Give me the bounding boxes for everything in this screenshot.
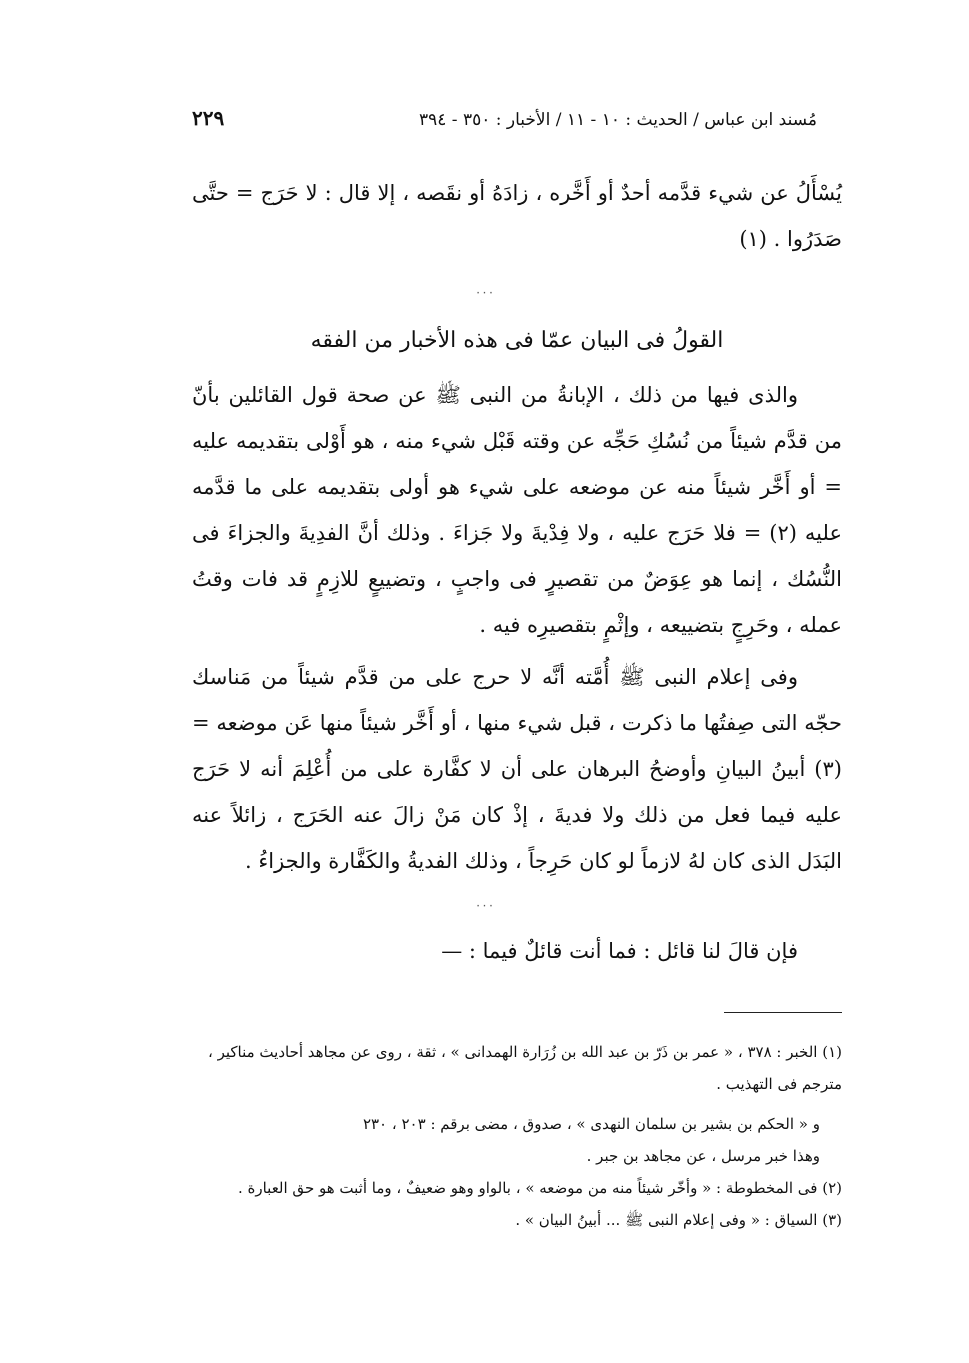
page-number: ٢٢٩: [192, 106, 225, 130]
footnotes: [192, 1036, 842, 1236]
footnote-1-line-3: وهذا خبر مرسل ، عن مجاهد بن جبر .: [586, 1147, 820, 1165]
section-separator: ٠٠٠: [474, 285, 495, 299]
footnote-2: (٢) فى المخطوطة : « وأخّر شيئاً منه من موضعه » ، بالواو وهو ضعيفٌ ، وما أثبت هو حق العبارة .: [237, 1179, 842, 1197]
top-paragraph-block: [192, 170, 842, 262]
footnote-1-line-2: و « الحكم بن بشير بن سلمان النهدى » ، صدوق ، مضى برقم : ٢٠٣ ، ٢٣٠: [362, 1115, 820, 1133]
top-paragraph: يُسْأَلُ عن شيء قدَّمه أحدٌ أو أَخَّره ، زادَهُ أو نقَصه ، إلا قال : لا حَرَج = حتَّى صَدَرُوا . (١): [192, 181, 842, 251]
closing-line: فإن قالَ لنا قائل : فما أنت قائلٌ فيما : —: [441, 939, 798, 963]
section-separator-2: ٠٠٠: [474, 898, 495, 912]
page-header: [192, 106, 817, 136]
footnote-3: (٣) السياق : « وفى إعلام النبى ﷺ ... أبينُ البيان » .: [515, 1211, 842, 1229]
footnote-divider: [724, 1012, 842, 1013]
closing-block: [192, 928, 842, 974]
running-title: مُسند ابن عباس / الحديث : ١٠ - ١١ / الأخبار : ٣٥٠ - ٣٩٤: [418, 110, 817, 130]
footnote-1: (١) الخبر : ٣٧٨ ، « عمر بن ذَرّ بن عبد الله بن زُرَارة الهمدانى » ، ثقة ، روى عن مجاهد أحاديث مناكير ، مترجم فى التهذيب .: [207, 1043, 842, 1093]
section-heading: القولُ فى البيان عمّا فى هذه الأخبار من الفقه: [310, 328, 724, 353]
paragraph-2: وفى إعلام النبى ﷺ أُمَّته أنَّه لا حرج على من قدَّم شيئاً من مَناسك حجّه التى صِفتُها ما ذكرت ، قبل شيء منها ، أو أَخَّر شيئاً منها عَن موضعه = (٣) أبينُ البيانِ وأوضحُ البرهان على أن لا كفَّارة على من أُعْلِمَ أنه لا حَرَج عليه فيما فعل من ذلك ولا فديةَ ، إذْ كان مَنْ زالَ عنه الحَرَج ، زائلاً عنه البَدَل الذى كان لهُ لازماً لو كان حَرِجاً ، وذلك الفديةُ والكَفَّارة والجزاءُ .: [192, 665, 842, 873]
main-text-block: [192, 372, 842, 884]
paragraph-1: والذى فيها من ذلك ، الإبانةُ من النبى ﷺ عن صحة قول القائلين بأنّ من قدَّم شيئاً من نُسُكِ حَجِّه عن وقته قَبْل شيء منه ، هو أَوْلى بتقديمه عليه = أو أَخَّر شيئاً منه عن موضعه على شيء هو أولى بتقديمه على ما قدَّمه عليه (٢) = فلا حَرَج عليه ، ولا فِدْيةَ ولا جَزاءَ . وذلك أنَّ الفدِيةَ والجزاءَ فى النُّسُك ، إنما هو عِوَضٌ من تقصيرٍ فى واجبٍ ، وتضييعٍ للازِمٍ قد فات وقتُ عمله ، وحَرِجٍ بتضييعه ، وإثْمٍ بتقصيرِه فيه .: [192, 383, 842, 637]
